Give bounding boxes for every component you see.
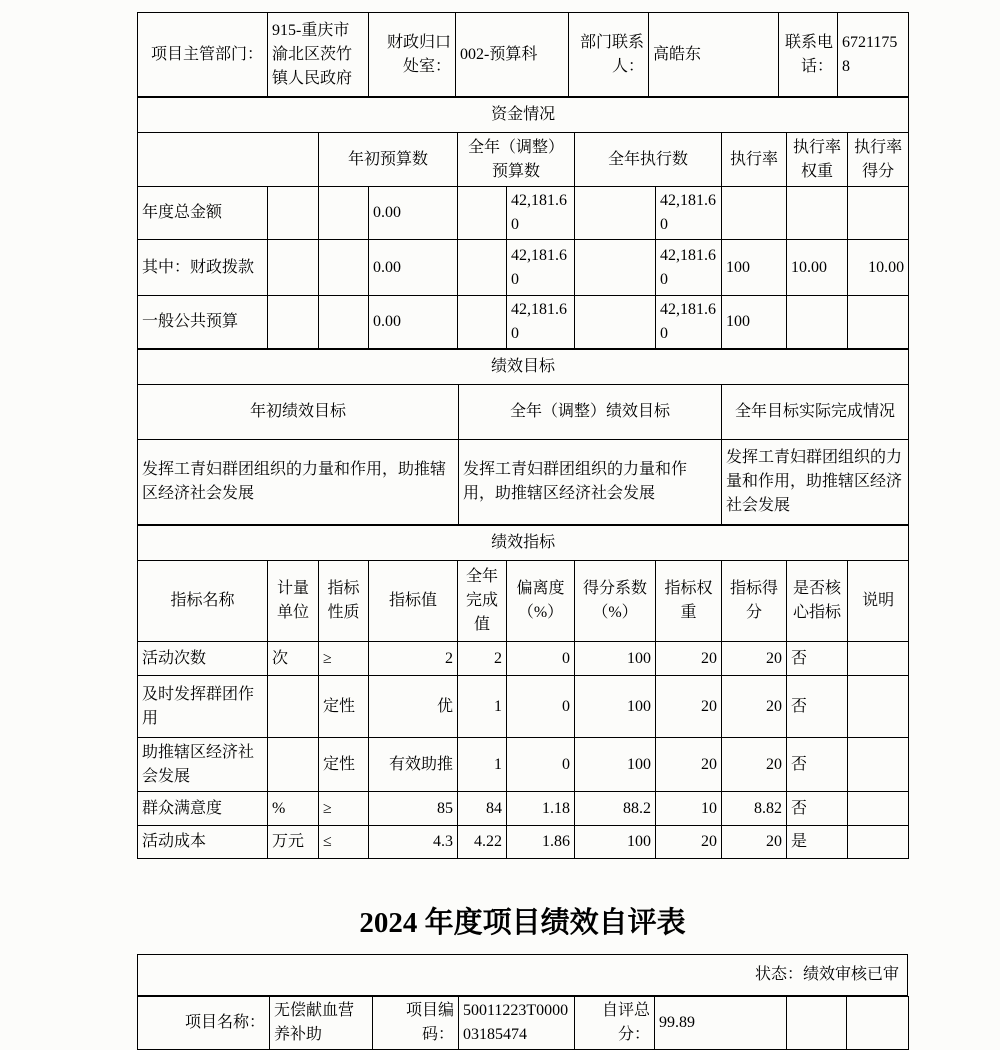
funding-blank-cell	[458, 240, 507, 296]
indicator-deviation: 1.86	[507, 826, 575, 859]
indicator-remark	[848, 826, 909, 859]
table-row	[138, 561, 909, 642]
project-info-table	[137, 12, 909, 97]
indicator-remark	[848, 738, 909, 792]
project-summary-table	[137, 996, 909, 1050]
indicator-completed: 1	[458, 676, 507, 738]
indicator-weight: 20	[656, 642, 722, 676]
finance-office-label: 财政归口处室：	[369, 13, 456, 97]
table-row	[138, 13, 909, 97]
funding-blank-cell	[268, 187, 319, 240]
indicators-header-name: 指标名称	[138, 561, 268, 642]
indicator-name: 活动成本	[138, 826, 268, 859]
indicators-header-weight: 指标权重	[656, 561, 722, 642]
goals-header-adjusted: 全年（调整）绩效目标	[459, 385, 722, 440]
funding-score-value	[848, 296, 909, 349]
funding-executed-value: 42,181.60	[656, 240, 722, 296]
funding-header-rate-weight: 执行率权重	[787, 133, 848, 187]
blank-cell	[847, 996, 909, 1049]
project-department-label: 项目主管部门：	[138, 13, 268, 97]
status-badge: 状态：绩效审核已审	[138, 954, 908, 995]
indicator-deviation: 0	[507, 676, 575, 738]
indicators-header-score: 指标得分	[722, 561, 787, 642]
funding-row-label: 其中：财政拨款	[138, 240, 268, 296]
page-title: 2024 年度项目绩效自评表	[359, 907, 686, 939]
indicator-deviation: 0	[507, 642, 575, 676]
table-row	[138, 954, 908, 995]
funding-rate-value: 100	[722, 240, 787, 296]
indicator-core-flag: 否	[787, 792, 848, 826]
funding-row-label: 年度总金额	[138, 187, 268, 240]
funding-blank-cell	[268, 296, 319, 349]
indicator-core-flag: 是	[787, 826, 848, 859]
table-row	[138, 676, 909, 738]
indicator-deviation: 1.18	[507, 792, 575, 826]
goals-table	[137, 349, 909, 525]
funding-score-value: 10.00	[848, 240, 909, 296]
funding-header-rate-score: 执行率得分	[848, 133, 909, 187]
funding-header-execution-rate: 执行率	[722, 133, 787, 187]
funding-table	[137, 97, 909, 349]
funding-weight-value: 10.00	[787, 240, 848, 296]
funding-adjusted-value: 42,181.60	[507, 187, 575, 240]
indicator-nature: ≥	[319, 792, 369, 826]
table-row	[138, 526, 909, 561]
goals-initial-value: 发挥工青妇群团组织的力量和作用，助推辖区经济社会发展	[138, 440, 459, 525]
performance-self-evaluation-document	[137, 0, 908, 1050]
indicators-header-score-coefficient: 得分系数（%）	[575, 561, 656, 642]
indicator-remark	[848, 642, 909, 676]
funding-blank-cell	[575, 187, 656, 240]
self-score-label: 自评总分：	[575, 996, 655, 1049]
table-row	[138, 826, 909, 859]
self-score-value: 99.89	[655, 996, 787, 1049]
indicators-header-deviation: 偏离度（%）	[507, 561, 575, 642]
indicator-score-coefficient: 100	[575, 738, 656, 792]
finance-office-value: 002-预算科	[456, 13, 569, 97]
indicator-score-coefficient: 100	[575, 642, 656, 676]
indicator-deviation: 0	[507, 738, 575, 792]
indicator-name: 活动次数	[138, 642, 268, 676]
indicator-target: 85	[369, 792, 458, 826]
indicator-target: 2	[369, 642, 458, 676]
contact-phone-label: 联系电话：	[779, 13, 838, 97]
table-row	[138, 98, 909, 133]
indicator-core-flag: 否	[787, 738, 848, 792]
indicators-header-target: 指标值	[369, 561, 458, 642]
table-row	[138, 792, 909, 826]
contact-phone-value: 67211758	[838, 13, 909, 97]
funding-rate-value	[722, 187, 787, 240]
indicator-core-flag: 否	[787, 676, 848, 738]
funding-score-value	[848, 187, 909, 240]
funding-blank-cell	[319, 187, 369, 240]
indicator-unit	[268, 738, 319, 792]
funding-header-adjusted-budget: 全年（调整）预算数	[458, 133, 575, 187]
indicator-score: 20	[722, 642, 787, 676]
indicator-unit: 万元	[268, 826, 319, 859]
indicators-header-unit: 计量单位	[268, 561, 319, 642]
indicator-nature: ≥	[319, 642, 369, 676]
funding-blank-cell	[319, 240, 369, 296]
funding-blank-cell	[458, 296, 507, 349]
indicator-target: 优	[369, 676, 458, 738]
funding-header-initial-budget: 年初预算数	[319, 133, 458, 187]
indicator-nature: ≤	[319, 826, 369, 859]
indicator-score-coefficient: 88.2	[575, 792, 656, 826]
funding-header-executed: 全年执行数	[575, 133, 722, 187]
funding-initial-value: 0.00	[369, 296, 458, 349]
indicator-remark	[848, 792, 909, 826]
table-row	[138, 187, 909, 240]
blank-cell	[787, 996, 847, 1049]
funding-adjusted-value: 42,181.60	[507, 296, 575, 349]
funding-adjusted-value: 42,181.60	[507, 240, 575, 296]
funding-weight-value	[787, 296, 848, 349]
project-department-value: 915-重庆市渝北区茨竹镇人民政府	[268, 13, 369, 97]
goals-section-title: 绩效目标	[138, 350, 909, 385]
table-row	[138, 350, 909, 385]
indicator-name: 及时发挥群团作用	[138, 676, 268, 738]
indicators-header-core: 是否核心指标	[787, 561, 848, 642]
indicator-name: 助推辖区经济社会发展	[138, 738, 268, 792]
funding-blank-cell	[268, 240, 319, 296]
funding-blank-cell	[319, 296, 369, 349]
funding-blank-cell	[575, 240, 656, 296]
funding-weight-value	[787, 187, 848, 240]
table-row	[138, 996, 909, 1049]
indicators-header-nature: 指标性质	[319, 561, 369, 642]
goals-header-initial: 年初绩效目标	[138, 385, 459, 440]
indicator-completed: 1	[458, 738, 507, 792]
table-row	[138, 385, 909, 440]
indicators-section-title: 绩效指标	[138, 526, 909, 561]
funding-executed-value: 42,181.60	[656, 296, 722, 349]
funding-initial-value: 0.00	[369, 187, 458, 240]
goals-header-actual: 全年目标实际完成情况	[722, 385, 909, 440]
indicator-unit: 次	[268, 642, 319, 676]
goals-actual-value: 发挥工青妇群团组织的力量和作用，助推辖区经济社会发展	[722, 440, 909, 525]
indicator-core-flag: 否	[787, 642, 848, 676]
table-row	[138, 296, 909, 349]
funding-rate-value: 100	[722, 296, 787, 349]
project-name-label: 项目名称：	[138, 996, 270, 1049]
indicator-score: 8.82	[722, 792, 787, 826]
table-row	[138, 240, 909, 296]
indicator-completed: 84	[458, 792, 507, 826]
indicator-name: 群众满意度	[138, 792, 268, 826]
indicator-unit: %	[268, 792, 319, 826]
table-row	[138, 133, 909, 187]
funding-blank-cell	[575, 296, 656, 349]
funding-blank-cell	[458, 187, 507, 240]
funding-executed-value: 42,181.60	[656, 187, 722, 240]
indicator-score-coefficient: 100	[575, 676, 656, 738]
funding-section-title: 资金情况	[138, 98, 909, 133]
table-row	[138, 440, 909, 525]
project-name-value: 无偿献血营养补助	[270, 996, 373, 1049]
funding-row-label: 一般公共预算	[138, 296, 268, 349]
funding-initial-value: 0.00	[369, 240, 458, 296]
goals-adjusted-value: 发挥工青妇群团组织的力量和作用，助推辖区经济社会发展	[459, 440, 722, 525]
indicator-score-coefficient: 100	[575, 826, 656, 859]
indicator-weight: 20	[656, 676, 722, 738]
status-table	[137, 954, 908, 996]
table-row	[138, 738, 909, 792]
indicator-remark	[848, 676, 909, 738]
funding-header-blank	[138, 133, 319, 187]
indicator-nature: 定性	[319, 738, 369, 792]
indicator-weight: 10	[656, 792, 722, 826]
indicators-header-remark: 说明	[848, 561, 909, 642]
indicator-score: 20	[722, 826, 787, 859]
department-contact-label: 部门联系人：	[569, 13, 649, 97]
table-row	[138, 642, 909, 676]
indicator-score: 20	[722, 738, 787, 792]
project-code-value: 50011223T000003185474	[459, 996, 575, 1049]
indicator-completed: 4.22	[458, 826, 507, 859]
project-code-label: 项目编码：	[373, 996, 459, 1049]
indicator-weight: 20	[656, 738, 722, 792]
indicator-score: 20	[722, 676, 787, 738]
indicator-unit	[268, 676, 319, 738]
indicator-weight: 20	[656, 826, 722, 859]
department-contact-value: 高皓东	[649, 13, 779, 97]
indicator-nature: 定性	[319, 676, 369, 738]
indicator-target: 4.3	[369, 826, 458, 859]
indicators-table	[137, 525, 909, 859]
indicator-target: 有效助推	[369, 738, 458, 792]
indicators-header-completed: 全年完成值	[458, 561, 507, 642]
indicator-completed: 2	[458, 642, 507, 676]
